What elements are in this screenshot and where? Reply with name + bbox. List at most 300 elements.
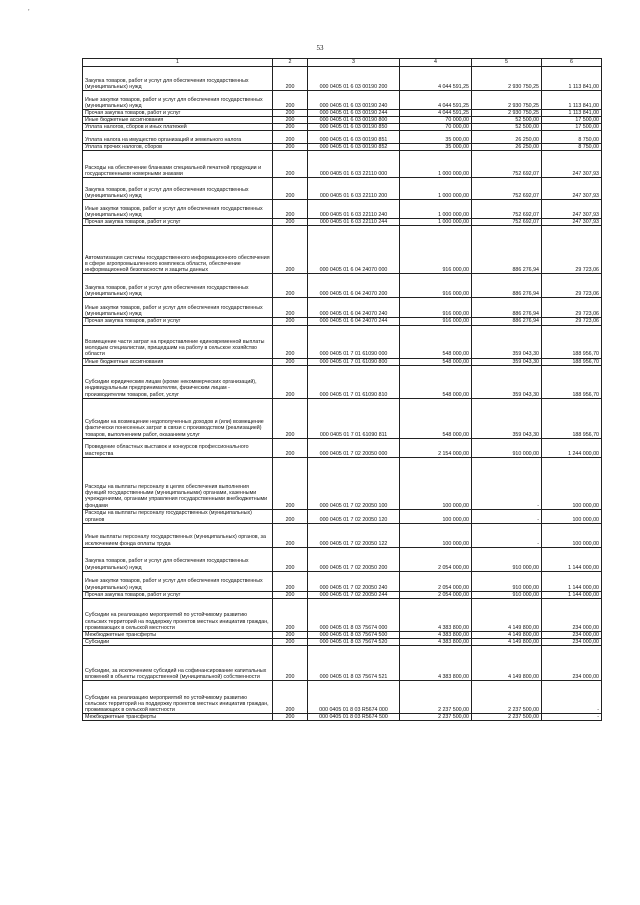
- row-code: [273, 358, 308, 365]
- row-name: [83, 144, 273, 151]
- table-header: [83, 59, 602, 67]
- row-remainder: [542, 438, 602, 457]
- row-remainder: [542, 325, 602, 358]
- row-name: [83, 591, 273, 598]
- row-name: [83, 178, 273, 200]
- table-row: [83, 365, 602, 398]
- row-budget-code-text: 000 0405 01 8 03 75674 000: [319, 624, 388, 631]
- row-remainder-text: 234 000,00: [572, 638, 599, 645]
- row-remainder-text: 29 723,06: [575, 318, 599, 325]
- row-remainder-text: 1 144 000,00: [568, 564, 599, 571]
- row-executed: [472, 358, 542, 365]
- row-remainder: [542, 151, 602, 178]
- table-row: [83, 124, 602, 131]
- row-executed: [472, 131, 542, 144]
- row-code: [273, 591, 308, 598]
- row-name-text: Прочая закупка товаров, работ и услуг: [85, 110, 181, 116]
- row-code-text: 200: [285, 358, 295, 365]
- row-code: [273, 144, 308, 151]
- row-executed: [472, 151, 542, 178]
- row-budget-code: [308, 325, 400, 358]
- row-executed: [472, 523, 542, 547]
- row-budget-code-text: 000 0405 01 8 03 75674 521: [319, 673, 388, 680]
- row-code: [273, 200, 308, 219]
- row-budget-code: [308, 645, 400, 680]
- row-name: [83, 67, 273, 91]
- row-executed: [472, 110, 542, 117]
- row-approved-text: 4 044 591,25: [438, 102, 469, 109]
- table-row: [83, 298, 602, 318]
- row-approved-text: 548 000,00: [442, 358, 469, 365]
- row-executed: [472, 200, 542, 219]
- row-remainder-text: 29 723,06: [575, 267, 599, 274]
- row-name-text: Иные закупки товаров, работ и услуг для обеспечения государственных (муниципальных) нужд: [85, 305, 263, 318]
- row-name: [83, 325, 273, 358]
- row-executed-text: 26 250,00: [515, 137, 539, 144]
- row-executed-text: 359 043,30: [512, 391, 539, 398]
- row-executed-text: 886 276,94: [512, 311, 539, 318]
- row-approved-text: 100 000,00: [442, 502, 469, 509]
- row-approved: [400, 298, 472, 318]
- row-approved: [400, 144, 472, 151]
- row-remainder: [542, 591, 602, 598]
- row-remainder: [542, 200, 602, 219]
- row-code-text: 200: [285, 83, 295, 90]
- row-code-text: 200: [285, 638, 295, 645]
- row-approved: [400, 325, 472, 358]
- row-budget-code-text: 000 0405 01 6 04 24070 200: [319, 291, 388, 298]
- row-executed: [472, 325, 542, 358]
- row-budget-code: [308, 631, 400, 638]
- row-code: [273, 680, 308, 713]
- table-row: [83, 398, 602, 438]
- row-executed-text: 910 000,00: [512, 584, 539, 591]
- row-budget-code-text: 000 0405 01 7 02 20050 000: [319, 450, 388, 457]
- row-name-text: Иные выплаты персоналу государственных (муниципальных) органов, за исключением фонда оплаты труда: [85, 534, 266, 547]
- row-executed: [472, 398, 542, 438]
- row-remainder: [542, 110, 602, 117]
- row-code: [273, 365, 308, 398]
- row-executed-text: 4 149 800,00: [508, 624, 539, 631]
- row-code: [273, 713, 308, 720]
- row-executed: [472, 178, 542, 200]
- header-col-3: 3: [308, 59, 400, 67]
- row-name-text: Иные закупки товаров, работ и услуг для обеспечения государственных (муниципальных) нужд: [85, 96, 263, 109]
- row-executed: [472, 365, 542, 398]
- row-name: [83, 274, 273, 298]
- row-code-text: 200: [285, 117, 295, 124]
- table-row: [83, 219, 602, 226]
- row-executed-text: -: [537, 502, 539, 509]
- row-remainder: [542, 117, 602, 124]
- row-code-text: 200: [285, 318, 295, 325]
- row-executed-text: 26 250,00: [515, 144, 539, 151]
- row-executed: [472, 713, 542, 720]
- row-approved-text: 1 000 000,00: [438, 193, 469, 200]
- row-budget-code-text: 000 0405 01 6 03 22110 000: [319, 171, 388, 178]
- budget-table: [82, 58, 602, 721]
- row-budget-code: [308, 398, 400, 438]
- row-remainder: [542, 318, 602, 325]
- row-budget-code: [308, 298, 400, 318]
- table-row: [83, 274, 602, 298]
- row-budget-code: [308, 226, 400, 274]
- row-code: [273, 325, 308, 358]
- row-name-text: Субсидии на реализацию мероприятий по устойчивому развитию сельских территорий на поддержку проектов местных инициатив граждан, проживающих в сельской местности: [85, 694, 269, 713]
- row-approved-text: 916 000,00: [442, 291, 469, 298]
- row-approved: [400, 365, 472, 398]
- row-executed-text: 886 276,94: [512, 291, 539, 298]
- row-executed-text: 752 692,07: [512, 212, 539, 219]
- row-code-text: 200: [285, 502, 295, 509]
- row-remainder: [542, 144, 602, 151]
- table-row: [83, 638, 602, 645]
- row-name: [83, 91, 273, 110]
- row-name-text: Прочая закупка товаров, работ и услуг: [85, 219, 181, 226]
- row-executed-text: 359 043,30: [512, 358, 539, 365]
- table-row: [83, 131, 602, 144]
- row-approved: [400, 523, 472, 547]
- row-budget-code-text: 000 0405 01 7 02 20050 200: [319, 564, 388, 571]
- row-approved-text: 916 000,00: [442, 311, 469, 318]
- row-executed-text: 4 149 800,00: [508, 631, 539, 638]
- row-name: [83, 631, 273, 638]
- header-col-5: 5: [472, 59, 542, 67]
- row-remainder: [542, 226, 602, 274]
- row-budget-code-text: 000 0405 01 7 01 61090 811: [319, 431, 388, 438]
- row-code-text: 200: [285, 584, 295, 591]
- table-row: [83, 680, 602, 713]
- row-approved: [400, 547, 472, 571]
- row-remainder: [542, 631, 602, 638]
- table-row: [83, 631, 602, 638]
- row-name-text: Иные бюджетные ассигнования: [85, 117, 164, 124]
- row-remainder-text: 188 956,70: [572, 358, 599, 365]
- row-code: [273, 523, 308, 547]
- row-approved: [400, 318, 472, 325]
- row-budget-code: [308, 318, 400, 325]
- row-remainder-text: 29 723,06: [575, 291, 599, 298]
- row-executed-text: 886 276,94: [512, 267, 539, 274]
- row-approved-text: 2 237 500,00: [438, 706, 469, 713]
- row-budget-code-text: 000 0405 01 6 03 22110 240: [319, 212, 388, 219]
- row-approved-text: 2 154 000,00: [438, 450, 469, 457]
- row-budget-code: [308, 523, 400, 547]
- row-executed: [472, 298, 542, 318]
- row-budget-code: [308, 713, 400, 720]
- row-code: [273, 110, 308, 117]
- row-budget-code: [308, 457, 400, 509]
- row-approved-text: 4 383 800,00: [438, 638, 469, 645]
- row-executed: [472, 680, 542, 713]
- row-approved-text: 70 000,00: [445, 117, 469, 124]
- row-name: [83, 226, 273, 274]
- row-code-text: 200: [285, 193, 295, 200]
- row-name: [83, 680, 273, 713]
- table-row: [83, 318, 602, 325]
- row-remainder: [542, 571, 602, 591]
- row-approved-text: 916 000,00: [442, 267, 469, 274]
- row-budget-code-text: 000 0405 01 7 02 20050 244: [319, 591, 388, 598]
- row-approved: [400, 713, 472, 720]
- row-code-text: 200: [285, 311, 295, 318]
- table-row: [83, 509, 602, 523]
- scan-mark: ’: [28, 9, 30, 16]
- row-remainder-text: 247 307,93: [572, 212, 599, 219]
- row-name-text: Субсидии на возмещение недополученных доходов и (или) возмещение фактически понесенных затрат в связи с производством (реализацией) товаров, выполнением работ, оказанием услуг: [85, 419, 264, 438]
- row-executed: [472, 509, 542, 523]
- row-budget-code: [308, 358, 400, 365]
- row-budget-code-text: 000 0405 01 6 03 00190 244: [319, 110, 388, 116]
- table-row: [83, 591, 602, 598]
- row-executed: [472, 91, 542, 110]
- row-approved-text: 2 054 000,00: [438, 591, 469, 598]
- table-row: [83, 151, 602, 178]
- row-executed-text: 910 000,00: [512, 564, 539, 571]
- row-name: [83, 598, 273, 631]
- row-code: [273, 438, 308, 457]
- row-remainder: [542, 274, 602, 298]
- row-budget-code-text: 000 0405 01 7 02 20050 240: [319, 584, 388, 591]
- row-budget-code: [308, 638, 400, 645]
- row-name: [83, 438, 273, 457]
- row-budget-code-text: 000 0405 01 8 03 R5674 500: [319, 713, 388, 720]
- row-code: [273, 457, 308, 509]
- row-code-text: 200: [285, 102, 295, 109]
- row-approved-text: 2 054 000,00: [438, 564, 469, 571]
- row-remainder-text: 234 000,00: [572, 631, 599, 638]
- row-approved: [400, 638, 472, 645]
- row-name-text: Закупка товаров, работ и услуг для обеспечения государственных (муниципальных) нужд: [85, 77, 249, 90]
- row-remainder: [542, 91, 602, 110]
- row-code: [273, 131, 308, 144]
- row-remainder-text: 188 956,70: [572, 431, 599, 438]
- row-executed: [472, 219, 542, 226]
- header-col-4: 4: [400, 59, 472, 67]
- row-remainder: [542, 523, 602, 547]
- row-executed-text: 2 930 750,25: [508, 102, 539, 109]
- row-approved: [400, 131, 472, 144]
- row-approved-text: 4 383 800,00: [438, 631, 469, 638]
- row-remainder-text: 29 723,06: [575, 311, 599, 318]
- row-budget-code: [308, 110, 400, 117]
- row-name: [83, 638, 273, 645]
- row-approved: [400, 645, 472, 680]
- row-name-text: Расходы на выплаты персоналу в целях обеспечения выполнения функций государственными (муниципальными) органами, казенными учреждениями, органами управления государственными внебюджетными фондами: [85, 484, 268, 509]
- row-approved-text: 100 000,00: [442, 516, 469, 523]
- header-col-2: 2: [273, 59, 308, 67]
- row-approved-text: 1 000 000,00: [438, 219, 469, 226]
- row-approved: [400, 200, 472, 219]
- row-code: [273, 638, 308, 645]
- row-code-text: 200: [285, 144, 295, 151]
- row-budget-code-text: 000 0405 01 8 03 75674 500: [319, 631, 388, 638]
- row-remainder: [542, 457, 602, 509]
- row-name: [83, 219, 273, 226]
- table-row: [83, 200, 602, 219]
- row-approved: [400, 438, 472, 457]
- row-budget-code: [308, 591, 400, 598]
- table-row: [83, 547, 602, 571]
- row-executed-text: 52 500,00: [515, 117, 539, 124]
- row-budget-code: [308, 67, 400, 91]
- row-budget-code: [308, 151, 400, 178]
- row-executed-text: 2 237 500,00: [508, 713, 539, 720]
- row-executed-text: 2 930 750,25: [508, 83, 539, 90]
- row-name: [83, 713, 273, 720]
- row-name: [83, 523, 273, 547]
- row-code: [273, 298, 308, 318]
- row-executed-text: 752 692,07: [512, 171, 539, 178]
- row-remainder-text: 188 956,70: [572, 391, 599, 398]
- row-budget-code-text: 000 0405 01 6 03 00190 200: [319, 83, 388, 90]
- row-approved-text: 35 000,00: [445, 144, 469, 151]
- row-name-text: Иные закупки товаров, работ и услуг для обеспечения государственных (муниципальных) нужд: [85, 206, 263, 219]
- row-approved-text: 1 000 000,00: [438, 212, 469, 219]
- row-executed: [472, 274, 542, 298]
- row-budget-code-text: 000 0405 01 7 02 20050 120: [319, 516, 388, 523]
- row-code-text: 200: [285, 391, 295, 398]
- row-executed: [472, 591, 542, 598]
- row-remainder-text: 1 144 000,00: [568, 584, 599, 591]
- row-code-text: 200: [285, 673, 295, 680]
- row-remainder: [542, 680, 602, 713]
- row-name: [83, 509, 273, 523]
- row-name-text: Иные бюджетные ассигнования: [85, 358, 164, 365]
- row-name-text: Уплата налога на имущество организаций и земельного налога: [85, 137, 242, 144]
- row-code-text: 200: [285, 267, 295, 274]
- row-name: [83, 200, 273, 219]
- row-remainder: [542, 509, 602, 523]
- row-approved: [400, 91, 472, 110]
- row-remainder: [542, 598, 602, 631]
- row-budget-code: [308, 509, 400, 523]
- row-executed: [472, 638, 542, 645]
- row-code: [273, 219, 308, 226]
- row-budget-code: [308, 547, 400, 571]
- row-budget-code-text: 000 0405 01 7 02 20050 122: [319, 540, 388, 547]
- row-name: [83, 131, 273, 144]
- row-executed: [472, 645, 542, 680]
- row-code-text: 200: [285, 291, 295, 298]
- row-code: [273, 274, 308, 298]
- row-executed-text: -: [537, 516, 539, 523]
- row-budget-code-text: 000 0405 01 6 03 00190 240: [319, 102, 388, 109]
- row-remainder-text: 17 500,00: [575, 124, 599, 131]
- row-executed: [472, 144, 542, 151]
- row-executed: [472, 117, 542, 124]
- table-row: [83, 571, 602, 591]
- row-name-text: Закупка товаров, работ и услуг для обеспечения государственных (муниципальных) нужд: [85, 558, 249, 571]
- table-row: [83, 226, 602, 274]
- row-budget-code-text: 000 0405 01 7 02 20050 100: [319, 502, 388, 509]
- row-name: [83, 117, 273, 124]
- row-code-text: 200: [285, 212, 295, 219]
- row-executed: [472, 438, 542, 457]
- row-remainder-text: 100 000,00: [572, 502, 599, 509]
- table-body: [83, 67, 602, 721]
- row-approved: [400, 178, 472, 200]
- row-remainder-text: 188 956,70: [572, 351, 599, 358]
- row-approved-text: 100 000,00: [442, 540, 469, 547]
- row-budget-code-text: 000 0405 01 7 01 61090 000: [319, 351, 388, 358]
- row-name: [83, 110, 273, 117]
- table-row: [83, 117, 602, 124]
- row-budget-code-text: 000 0405 01 6 03 00190 852: [319, 144, 388, 151]
- row-code: [273, 571, 308, 591]
- row-executed-text: 910 000,00: [512, 450, 539, 457]
- row-name-text: Иные закупки товаров, работ и услуг для обеспечения государственных (муниципальных) нужд: [85, 578, 263, 591]
- row-name-text: Субсидии: [85, 638, 110, 645]
- row-code: [273, 398, 308, 438]
- row-budget-code-text: 000 0405 01 6 04 24070 000: [319, 267, 388, 274]
- row-remainder: [542, 713, 602, 720]
- row-approved: [400, 124, 472, 131]
- row-name: [83, 124, 273, 131]
- row-executed: [472, 457, 542, 509]
- row-remainder-text: -: [597, 706, 599, 713]
- row-approved: [400, 680, 472, 713]
- row-approved-text: 548 000,00: [442, 431, 469, 438]
- row-remainder: [542, 131, 602, 144]
- row-budget-code-text: 000 0405 01 6 03 22110 244: [319, 219, 388, 226]
- row-approved: [400, 631, 472, 638]
- row-name: [83, 298, 273, 318]
- row-code: [273, 178, 308, 200]
- row-budget-code: [308, 131, 400, 144]
- row-name: [83, 398, 273, 438]
- row-approved-text: 35 000,00: [445, 137, 469, 144]
- row-name-text: Межбюджетные трансферты: [85, 631, 157, 638]
- row-approved: [400, 219, 472, 226]
- row-executed: [472, 67, 542, 91]
- row-code-text: 200: [285, 624, 295, 631]
- row-name: [83, 571, 273, 591]
- row-approved: [400, 274, 472, 298]
- row-remainder-text: -: [597, 713, 599, 720]
- row-remainder: [542, 398, 602, 438]
- row-approved: [400, 117, 472, 124]
- row-name: [83, 318, 273, 325]
- table-row: [83, 144, 602, 151]
- row-code-text: 200: [285, 351, 295, 358]
- row-code: [273, 318, 308, 325]
- row-approved-text: 548 000,00: [442, 351, 469, 358]
- header-col-1: 1: [83, 59, 273, 67]
- row-name-text: Прочая закупка товаров, работ и услуг: [85, 318, 181, 325]
- row-code-text: 200: [285, 450, 295, 457]
- row-remainder: [542, 547, 602, 571]
- row-approved-text: 4 044 591,25: [438, 83, 469, 90]
- row-budget-code: [308, 178, 400, 200]
- row-executed-text: 752 692,07: [512, 193, 539, 200]
- row-executed: [472, 598, 542, 631]
- row-approved: [400, 67, 472, 91]
- row-budget-code: [308, 680, 400, 713]
- row-approved-text: 916 000,00: [442, 318, 469, 325]
- row-remainder-text: 1 113 841,00: [568, 102, 599, 109]
- row-remainder-text: 1 113 841,00: [568, 83, 599, 90]
- row-budget-code: [308, 117, 400, 124]
- row-budget-code: [308, 219, 400, 226]
- row-remainder-text: 1 144 000,00: [568, 591, 599, 598]
- row-budget-code: [308, 200, 400, 219]
- row-code: [273, 117, 308, 124]
- row-budget-code: [308, 598, 400, 631]
- row-budget-code: [308, 571, 400, 591]
- row-name-text: Уплата налогов, сборов и иных платежей: [85, 124, 187, 131]
- row-executed: [472, 631, 542, 638]
